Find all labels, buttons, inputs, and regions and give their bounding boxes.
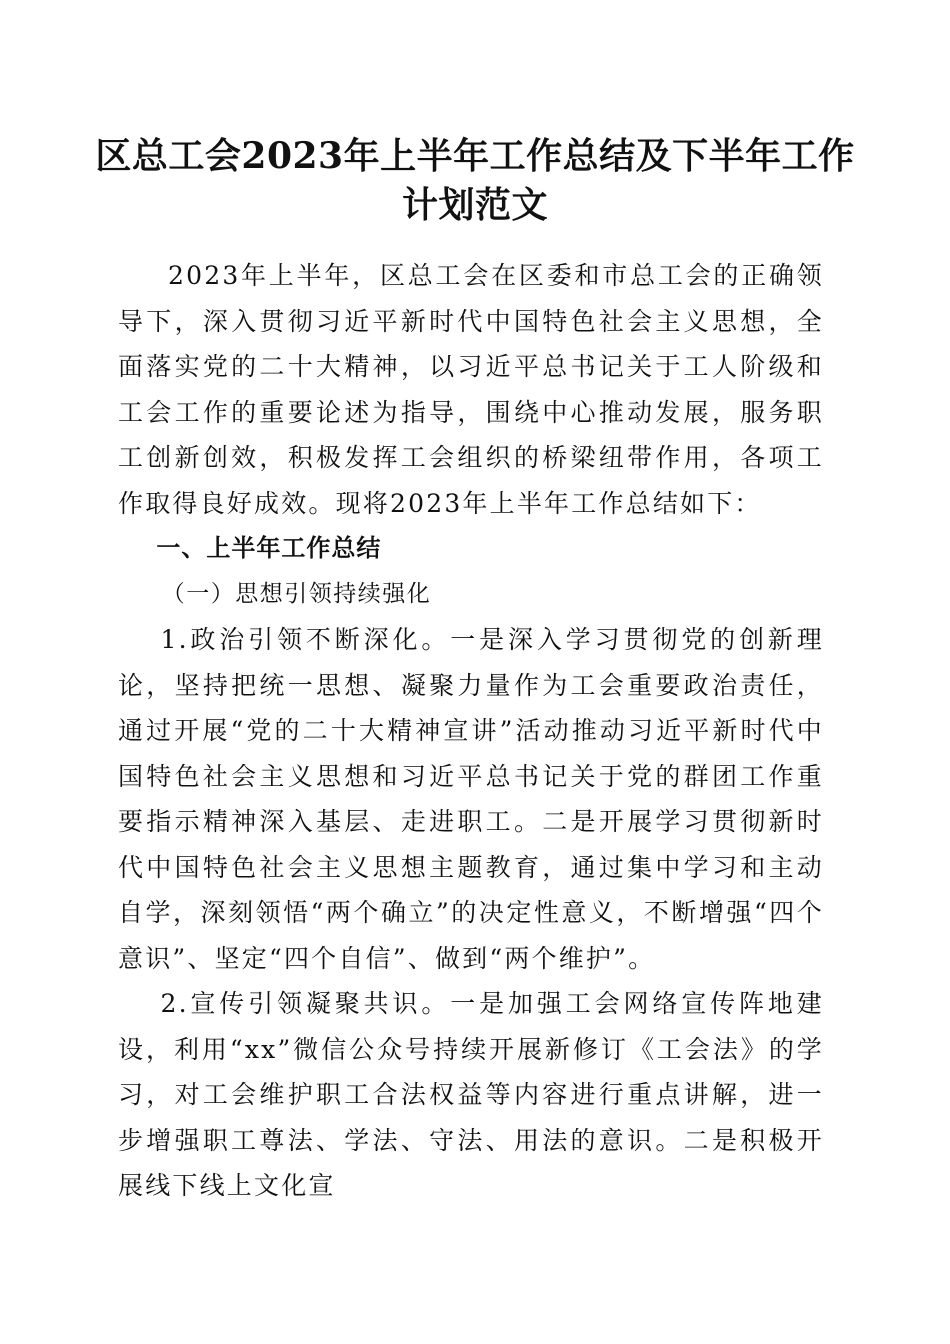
subsection-heading: （一）思想引领持续强化 bbox=[161, 580, 432, 607]
document-title: 区总工会2023年上半年工作总结及下半年工作计划范文 bbox=[95, 135, 855, 226]
section-heading: 一、上半年工作总结 bbox=[156, 534, 382, 562]
intro-paragraph: 2023年上半年，区总工会在区委和市总工会的正确领导下，深入贯彻习近平新时代中国特色社会主义思想，全面落实党的二十大精神，以习近平总书记关于工人阶级和工会工作的重要论述为指导，围绕中心推动发展，服务职工创新创效，积极发挥工会组织的桥梁纽带作用，各项工作取得良好成效。现将2023年上半年工作总结如下： bbox=[118, 261, 824, 518]
paragraph-item-2: 2.宣传引领凝聚共识。一是加强工会网络宣传阵地建设，利用“xx”微信公众号持续开展新修订《工会法》的学习，对工会维护职工合法权益等内容进行重点讲解，进一步增强职工尊法、学法、守法、用法的意识。二是积极开展线下线上文化宣 bbox=[118, 989, 824, 1200]
document-body bbox=[118, 253, 824, 1209]
paragraph-item-1: 1.政治引领不断深化。一是深入学习贯彻党的创新理论，坚持把统一思想、凝聚力量作为工会重要政治责任，通过开展“党的二十大精神宣讲”活动推动习近平新时代中国特色社会主义思想和习近平总书记关于党的群团工作重要指示精神深入基层、走进职工。二是开展学习贯彻新时代中国特色社会主义思想主题教育，通过集中学习和主动自学，深刻领悟“两个确立”的决定性意义，不断增强“四个意识”、坚定“四个自信”、做到“两个维护”。 bbox=[118, 625, 824, 973]
